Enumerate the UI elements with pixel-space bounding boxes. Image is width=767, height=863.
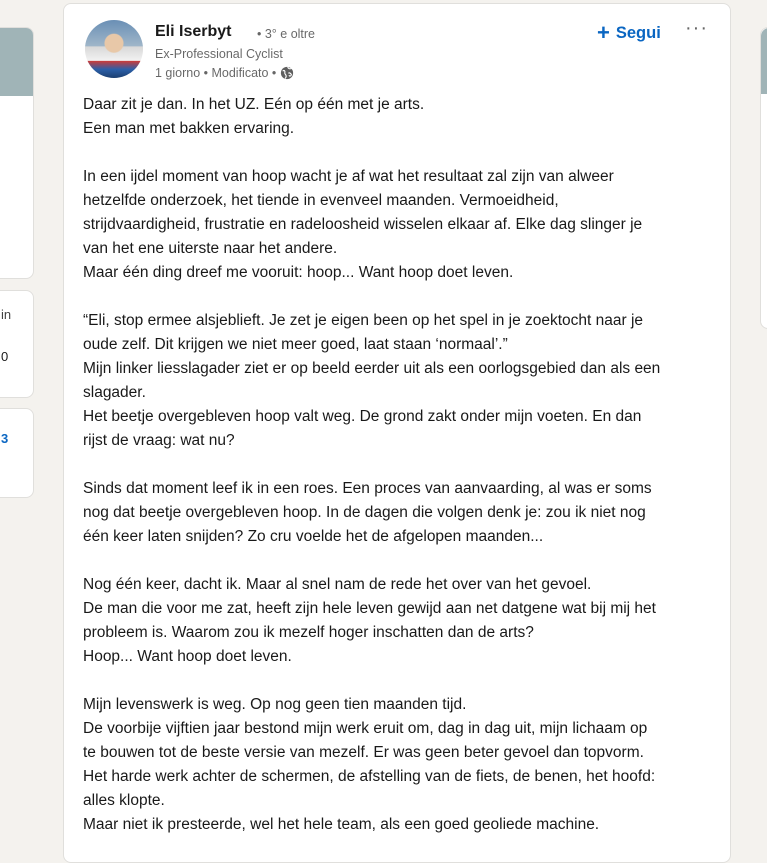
paragraph-spacer: [83, 141, 723, 165]
post-text-line: Een man met bakken ervaring.: [83, 120, 295, 137]
author-headline: Ex-Professional Cyclist: [155, 47, 283, 61]
paragraph-spacer: [83, 453, 723, 477]
links-count[interactable]: 3: [1, 431, 9, 446]
post-text-line: hetzelfde onderzoek, het tiende in evenveel maanden. Vermoeidheid,: [83, 192, 559, 209]
post-text-line: probleem is. Waarom zou ik mezelf hoger inschatten dan de arts?: [83, 624, 534, 641]
left-profile-card[interactable]: [0, 27, 34, 279]
right-card-banner: [761, 28, 767, 94]
post-text-line: Mijn linker liesslagader ziet er op beeld eerder uit als een oorlogsgebied dan als een: [83, 360, 661, 377]
post-text-line: slagader.: [83, 384, 146, 401]
more-icon[interactable]: ···: [685, 17, 708, 39]
plus-icon: +: [597, 20, 610, 45]
right-rail-card[interactable]: [760, 27, 767, 329]
post-text-line: Maar niet ik presteerde, wel het hele team, als een goed geoliede machine.: [83, 816, 600, 833]
post-text-line: oude zelf. Dit krijgen we niet meer goed, laat staan ‘normaal’.”: [83, 336, 508, 353]
post-text-line: De man die voor me zat, heeft zijn hele leven gewijd aan net datgene wat bij mij het: [83, 600, 656, 617]
paragraph-spacer: [83, 285, 723, 309]
profile-banner: [0, 28, 33, 96]
post-text-line: rijst de vraag: wat nu?: [83, 432, 235, 449]
feed-post: [63, 3, 731, 863]
connection-degree: • 3° e oltre: [257, 27, 316, 41]
post-text-line: strijdvaardigheid, frustratie en radeloosheid wisselen elkaar af. Elke dag slinger je: [83, 216, 643, 233]
post-text-line: “Eli, stop ermee alsjeblieft. Je zet je eigen been op het spel in je zoektocht naar je: [83, 312, 644, 329]
post-text-line: Het beetje overgebleven hoop valt weg. De grond zakt onder mijn voeten. En dan: [83, 408, 642, 425]
paragraph-spacer: [83, 549, 723, 573]
stats-value: 0: [1, 349, 9, 364]
post-text-line: Nog één keer, dacht ik. Maar al snel nam de rede het over van het gevoel.: [83, 576, 592, 593]
paragraph-spacer: [83, 669, 723, 693]
post-body: [83, 93, 723, 837]
post-text-line: In een ijdel moment van hoop wacht je af wat het resultaat zal zijn van alweer: [83, 168, 614, 185]
post-text-line: Maar één ding dreef me vooruit: hoop... Want hoop doet leven.: [83, 264, 514, 281]
stats-label: in: [1, 307, 12, 322]
post-text-line: Daar zit je dan. In het UZ. Eén op één met je arts.: [83, 96, 425, 113]
post-text-line: alles klopte.: [83, 792, 165, 809]
post-text-line: Het harde werk achter de schermen, de afstelling van de fiets, de benen, het hoofd:: [83, 768, 656, 785]
post-text-line: Mijn levenswerk is weg. Op nog geen tien maanden tijd.: [83, 696, 467, 713]
post-text-line: De voorbije vijftien jaar bestond mijn werk eruit om, dag in dag uit, mijn lichaam op: [83, 720, 648, 737]
author-avatar[interactable]: [85, 20, 143, 78]
post-meta: [155, 66, 294, 80]
follow-label: Segui: [615, 23, 661, 42]
globe-icon: [280, 66, 294, 80]
post-text-line: te bouwen tot de beste versie van mezelf. Er was geen beter gevoel dan topvorm.: [83, 744, 644, 761]
post-text-line: één keer laten snijden? Zo cru voelde het de afgelopen maanden...: [83, 528, 544, 545]
post-timestamp: 1 giorno • Modificato •: [155, 66, 277, 80]
post-text-line: van het ene uiterste naar het andere.: [83, 240, 338, 257]
post-text-line: Sinds dat moment leef ik in een roes. Een proces van aanvaarding, al was er soms: [83, 480, 652, 497]
left-links-card[interactable]: [0, 408, 34, 498]
left-stats-card[interactable]: [0, 290, 34, 398]
post-text-line: nog dat beetje overgebleven hoop. In de dagen die volgen denk je: zou ik niet nog: [83, 504, 646, 521]
follow-button[interactable]: [591, 19, 667, 47]
author-name[interactable]: Eli Iserbyt: [155, 23, 232, 40]
post-text-line: Hoop... Want hoop doet leven.: [83, 648, 292, 665]
